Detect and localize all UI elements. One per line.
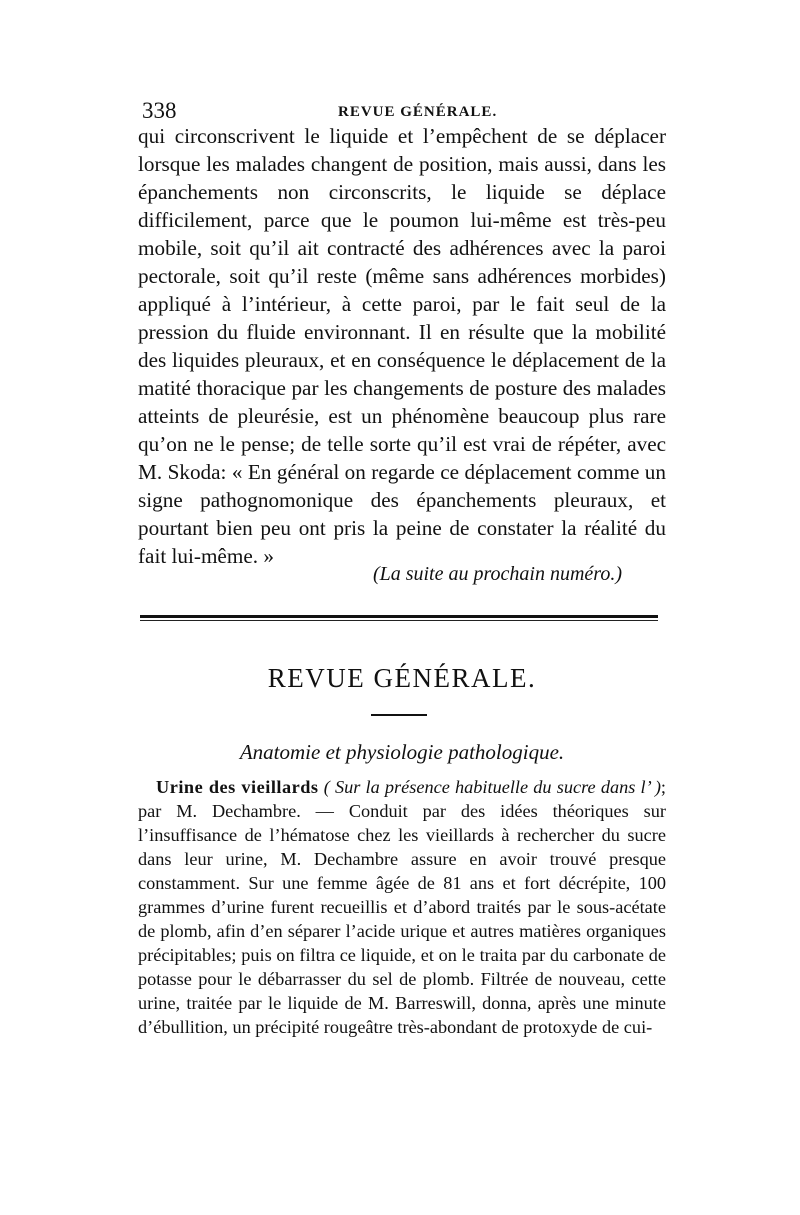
article-lead: Urine des vieillards	[156, 777, 319, 797]
page-number: 338	[142, 98, 177, 123]
section-divider-thin	[140, 620, 658, 621]
continuation-note: (La suite au prochain numéro.)	[372, 563, 622, 585]
article-text: ; par M. Dechambre. — Conduit par des idées théoriques sur l’insuffisance de l’hématose chez les vieillards à rechercher du sucre dans leur urine, M. Dechambre assure en avoir trouvé presque constamment. Sur une femme âgée de 81 ans et fort décrépite, 100 grammes d’urine furent recueillis et d’abord traités par le sous-acétate de plomb, afin d’en séparer l’acide urique et autres matières organiques précipitables; puis on filtra ce liquide, et on le traita par du carbonate de potasse pour le débarrasser du sel de plomb. Filtrée de nouveau, cette urine, traitée par le liquide de M. Barreswill, donna, après une minute d’ébullition, un précipité rougeâtre très-abondant de protoxyde de cui-	[138, 777, 666, 1037]
running-title: REVUE GÉNÉRALE.	[338, 104, 498, 120]
title-underline	[371, 714, 427, 716]
section-divider-thick	[140, 615, 658, 618]
body-paragraph: qui circonscrivent le liquide et l’empêchent de se déplacer lorsque les malades changent de position, mais aussi, dans les épanchements non circonscrits, le liquide se déplace difficilement, parce que le poumon lui-même est très-peu mobile, soit qu’il ait contracté des adhérences avec la paroi pectorale, soit qu’il reste (même sans adhérences morbides) appliqué à l’intérieur, à cette paroi, par le fait seul de la pression du fluide environnant. Il en résulte que la mobilité des liquides pleuraux, et en conséquence le déplacement de la matité thoracique par les changements de posture des malades atteints de pleurésie, est un phénomène beaucoup plus rare qu’on ne le pense; de telle sorte qu’il est vrai de répéter, avec M. Skoda: « En général on regarde ce déplacement comme un signe pathognomonique des épanchements pleuraux, et pourtant bien peu ont pris la peine de constater la réalité du fait lui-même. »	[138, 124, 666, 568]
section-title: REVUE GÉNÉRALE.	[267, 663, 537, 693]
subsection-title: Anatomie et physiologie pathologique.	[239, 740, 565, 764]
body-text	[138, 122, 666, 570]
article	[138, 775, 666, 1039]
article-subtitle: ( Sur la présence habituelle du sucre dans l’ )	[323, 777, 661, 797]
article-paragraph	[138, 775, 666, 1039]
